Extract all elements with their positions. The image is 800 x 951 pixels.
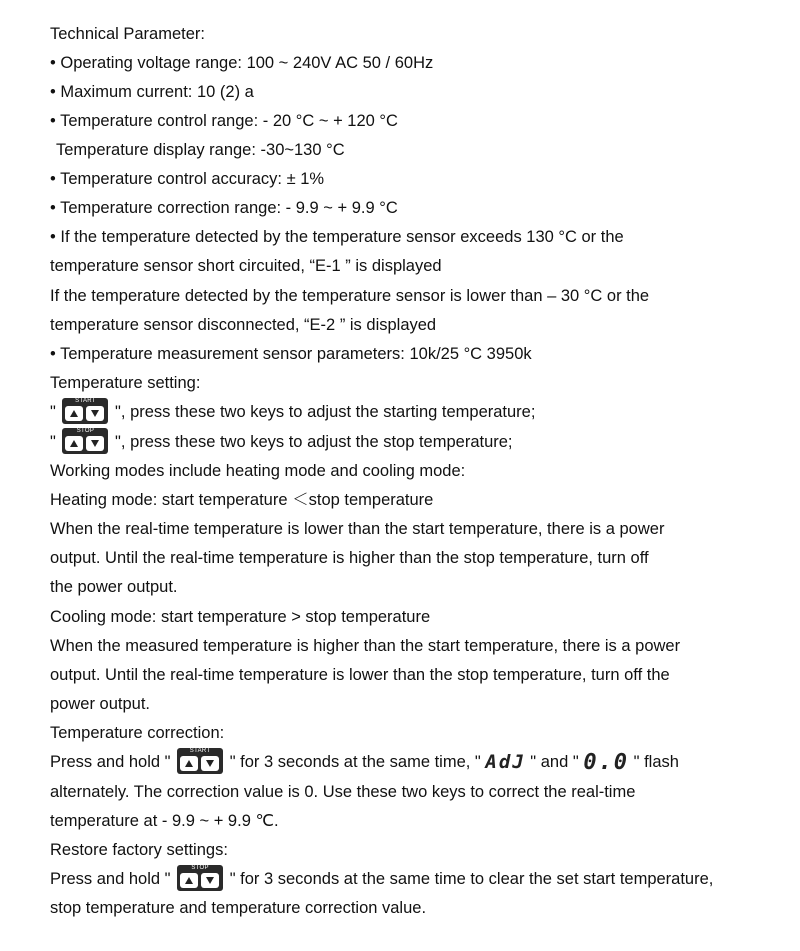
restore-text-a: Press and hold " (50, 870, 171, 888)
correction-text-b: " for 3 seconds at the same time, " (229, 753, 481, 771)
stop-key-text: ", press these two keys to adjust the stop temperature; (115, 433, 513, 451)
spec-maximum-current: • Maximum current: 10 (2) a (50, 83, 254, 101)
restore-text-b: " for 3 seconds at the same time to clear the set start temperature, (229, 870, 714, 888)
heating-mode-desc-3: the power output. (50, 578, 178, 596)
correction-desc-2: temperature at - 9.9 ~ + 9.9 ℃. (50, 812, 279, 830)
down-arrow-icon (201, 756, 219, 771)
down-arrow-icon (86, 406, 104, 421)
stop-keypad-label: STOP (191, 864, 209, 871)
stop-keypad (177, 865, 223, 891)
working-modes-intro: Working modes include heating mode and cooling mode: (50, 462, 466, 480)
adj-display: AdJ (485, 751, 526, 774)
restore-instruction (50, 865, 713, 894)
cooling-mode-desc-2: output. Until the real-time temperature is lower than the stop temperature, turn off the (50, 666, 670, 684)
correction-text-c: " and " (530, 753, 579, 771)
heating-mode-title: Heating mode: start temperature ＜stop temperature (50, 491, 434, 509)
spec-operating-voltage: • Operating voltage range: 100 ~ 240V AC 50 / 60Hz (50, 54, 434, 72)
section-title-temperature-setting: Temperature setting: (50, 374, 201, 392)
correction-desc-1: alternately. The correction value is 0. Use these two keys to correct the real-time (50, 783, 636, 801)
correction-text-d: " flash (633, 753, 679, 771)
up-arrow-icon (180, 756, 198, 771)
spec-error-e1-line2: temperature sensor short circuited, “E-1 ” is displayed (50, 257, 442, 275)
heating-mode-desc-1: When the real-time temperature is lower than the start temperature, there is a power (50, 520, 665, 538)
cooling-mode-title: Cooling mode: start temperature > stop temperature (50, 608, 431, 626)
stop-key-instruction (50, 428, 513, 457)
quote-open: " (50, 433, 56, 451)
spec-control-range: • Temperature control range: - 20 °C ~ + 120 °C (50, 112, 398, 130)
spec-error-e2-line1: If the temperature detected by the temperature sensor is lower than – 30 °C or the (50, 287, 650, 305)
spec-sensor-parameters: • Temperature measurement sensor parameters: 10k/25 °C 3950k (50, 345, 532, 363)
start-key-text: ", press these two keys to adjust the starting temperature; (115, 403, 536, 421)
cooling-mode-desc-3: power output. (50, 695, 150, 713)
spec-display-range: Temperature display range: -30~130 °C (56, 141, 345, 159)
start-keypad (62, 398, 108, 424)
restore-desc: stop temperature and temperature correction value. (50, 899, 427, 917)
section-title-technical-parameter: Technical Parameter: (50, 25, 205, 43)
up-arrow-icon (65, 436, 83, 451)
quote-open: " (50, 403, 56, 421)
cooling-mode-desc-1: When the measured temperature is higher than the start temperature, there is a power (50, 637, 681, 655)
spec-correction-range: • Temperature correction range: - 9.9 ~ + 9.9 °C (50, 199, 398, 217)
down-arrow-icon (201, 873, 219, 888)
section-title-restore-factory: Restore factory settings: (50, 841, 228, 859)
start-keypad-label: START (75, 397, 96, 404)
spec-error-e1-line1: • If the temperature detected by the temperature sensor exceeds 130 °C or the (50, 228, 624, 246)
up-arrow-icon (180, 873, 198, 888)
spec-control-accuracy: • Temperature control accuracy: ± 1% (50, 170, 325, 188)
down-arrow-icon (86, 436, 104, 451)
start-keypad-label: START (189, 747, 211, 754)
up-arrow-icon (65, 406, 83, 421)
stop-keypad-label: STOP (76, 427, 95, 434)
correction-instruction (50, 748, 679, 777)
section-title-temperature-correction: Temperature correction: (50, 724, 225, 742)
zero-display: 0.0 (583, 750, 630, 776)
stop-keypad (62, 428, 108, 454)
start-keypad (177, 748, 223, 774)
heating-mode-desc-2: output. Until the real-time temperature is higher than the stop temperature, turn off (50, 549, 649, 567)
correction-text-a: Press and hold " (50, 753, 171, 771)
start-key-instruction (50, 398, 535, 427)
spec-error-e2-line2: temperature sensor disconnected, “E-2 ” is displayed (50, 316, 437, 334)
